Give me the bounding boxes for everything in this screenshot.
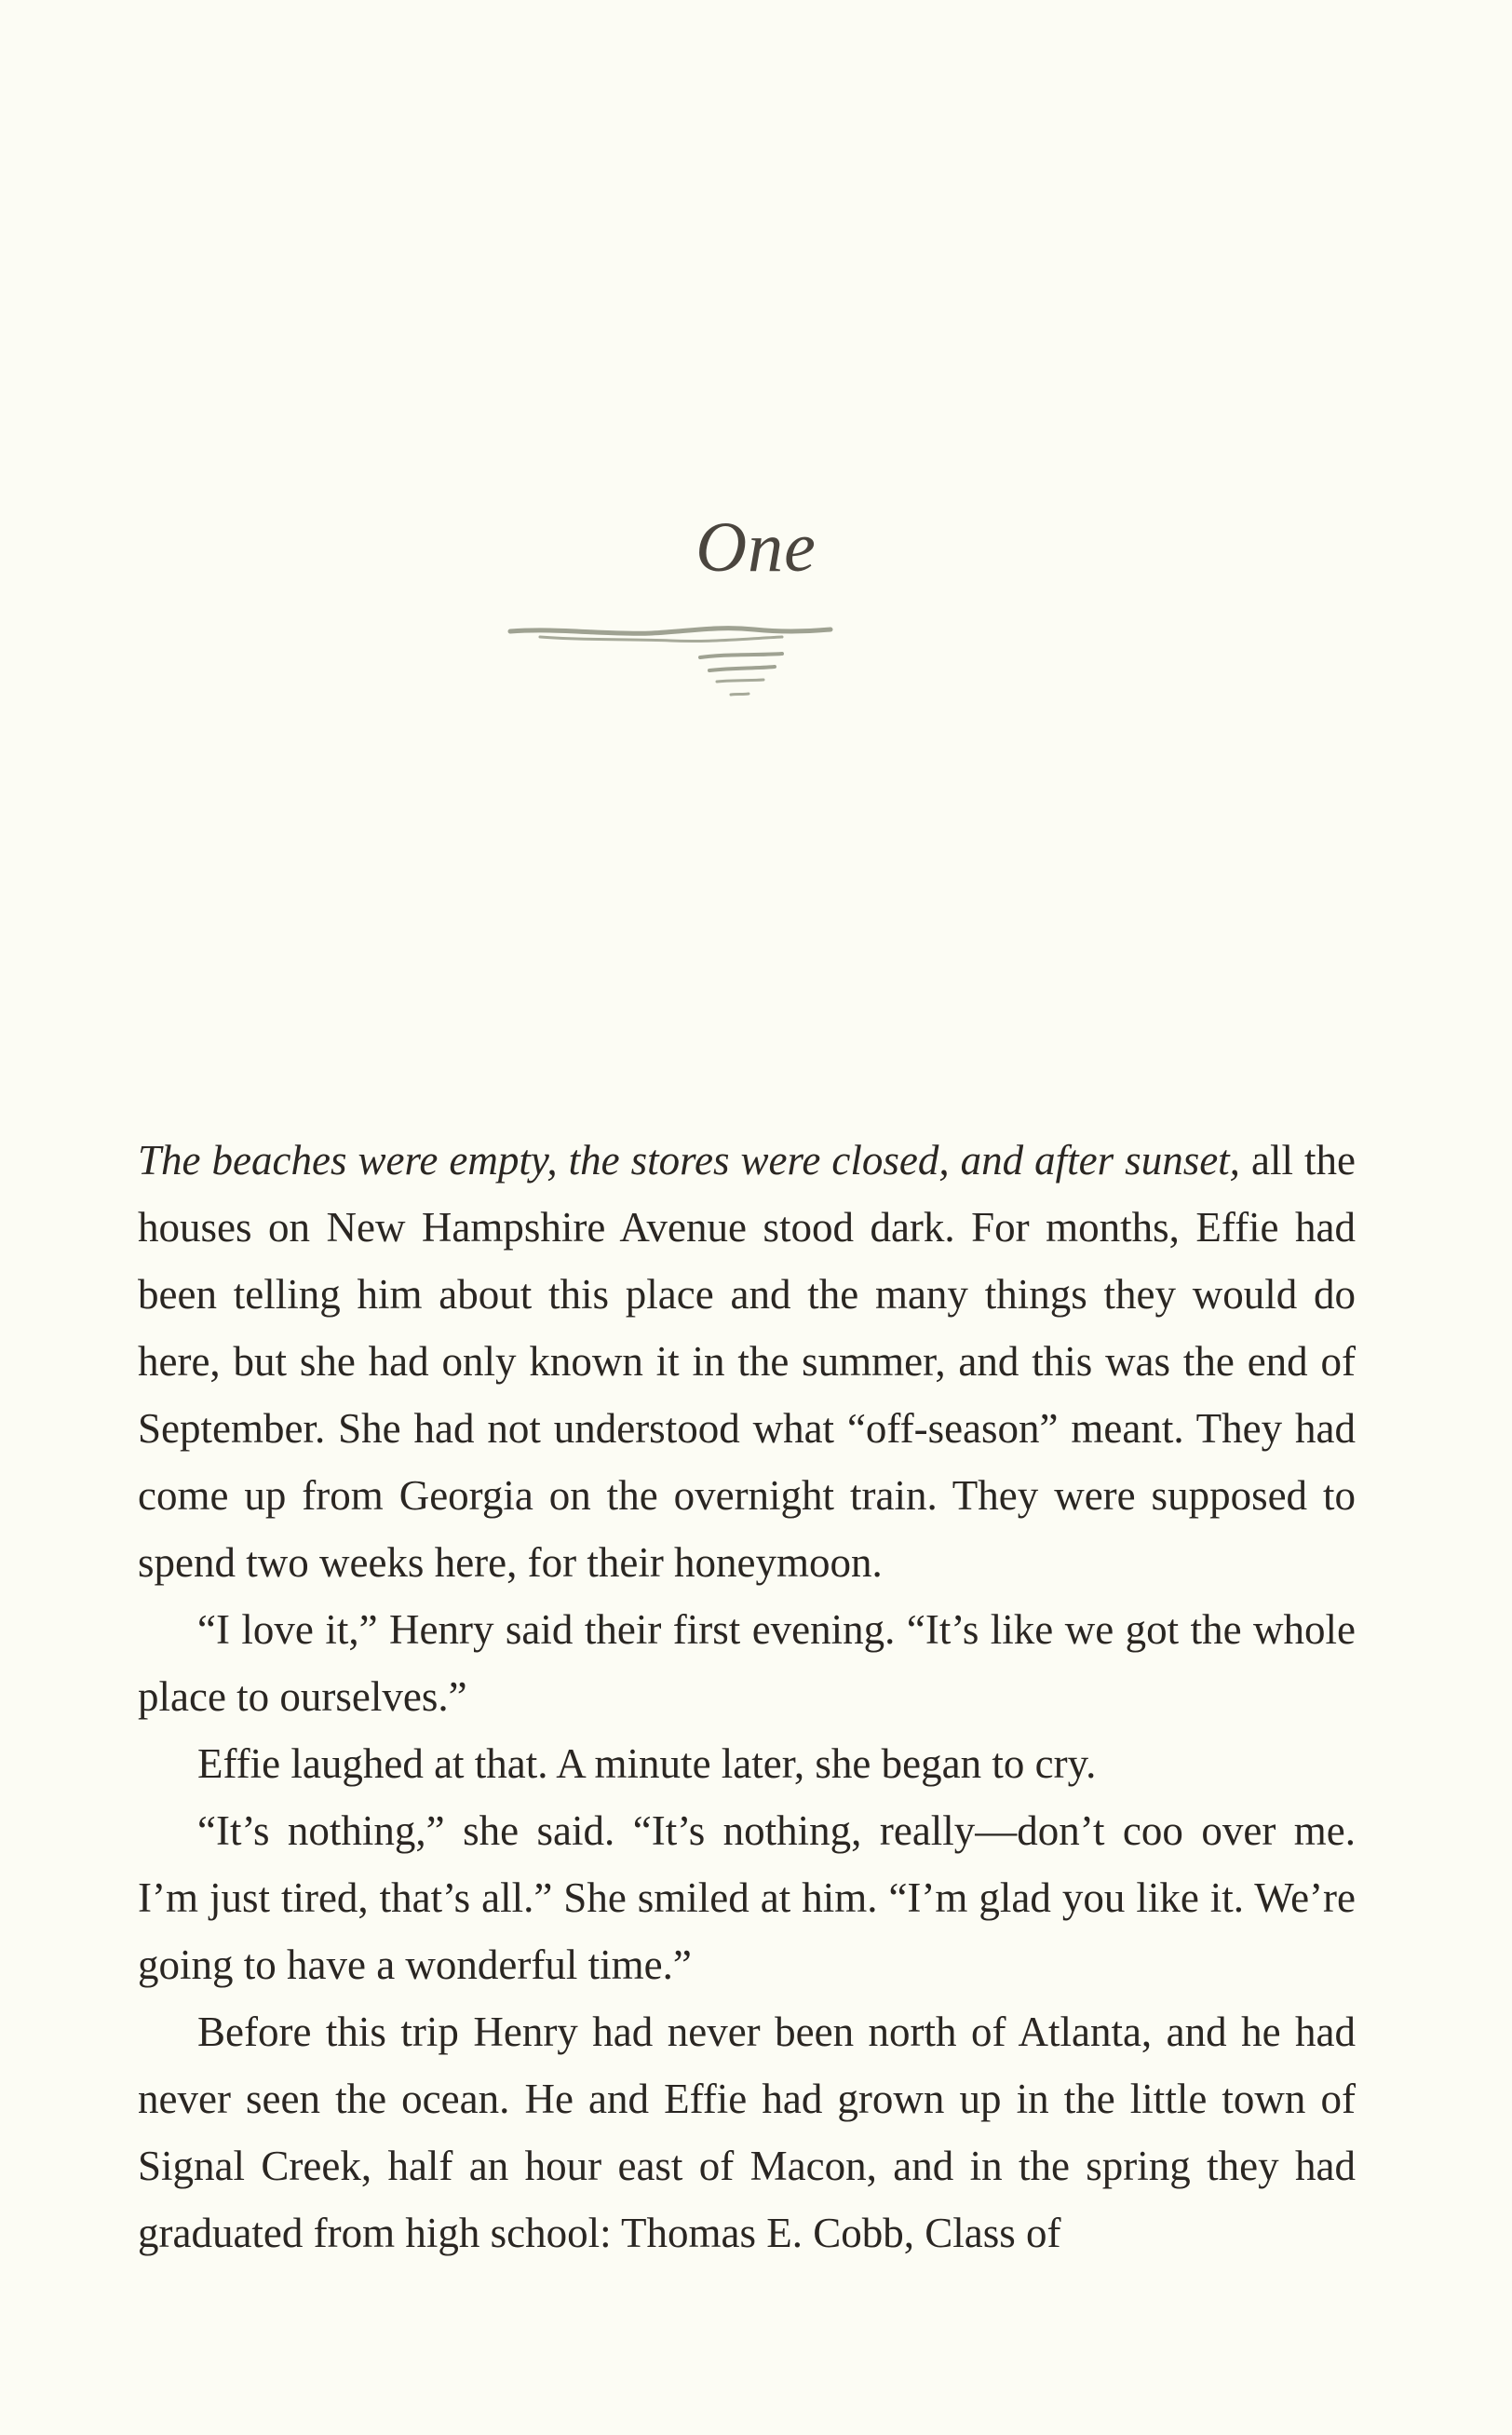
paragraph-1-text: all the houses on New Hampshire Avenue stood dark. For months, Effie had been telling him about this place and the many things they would do here, but she had only known it in the summer, and this was the end of September. She had not understood what “off-season” meant. They had come up from Georgia on the overnight train. They were supposed to spend two weeks here, for their honeymoon.: [138, 1137, 1356, 1586]
wave-line-4: [709, 667, 775, 670]
paragraph-2: “I love it,” Henry said their first evening. “It’s like we got the whole place to ourselves.”: [138, 1606, 1356, 1720]
paragraph-3: Effie laughed at that. A minute later, she began to cry.: [197, 1740, 1097, 1787]
waves-ornament-icon: [503, 615, 838, 708]
wave-line-3: [700, 654, 782, 657]
wave-line-6: [731, 694, 749, 695]
wave-line-5: [717, 680, 763, 682]
chapter-title: One: [695, 508, 817, 587]
lead-in-text: The beaches were empty, the stores were closed, and after sunset,: [138, 1137, 1240, 1184]
chapter-body: [138, 1127, 1356, 2266]
wave-line-2: [540, 637, 782, 642]
paragraph-4: “It’s nothing,” she said. “It’s nothing, really—don’t coo over me. I’m just tired, that’s all.” She smiled at him. “I’m glad you like it. We’re going to have a wonderful time.”: [138, 1807, 1356, 1988]
paragraph-1: [138, 1127, 1356, 1596]
wave-line-1: [510, 629, 830, 634]
paragraph-5: Before this trip Henry had never been north of Atlanta, and he had never seen the ocean. He and Effie had grown up in the little town of Signal Creek, half an hour east of Macon, and in the spring they had graduated from high school: Thomas E. Cobb, Class of: [138, 2009, 1356, 2256]
